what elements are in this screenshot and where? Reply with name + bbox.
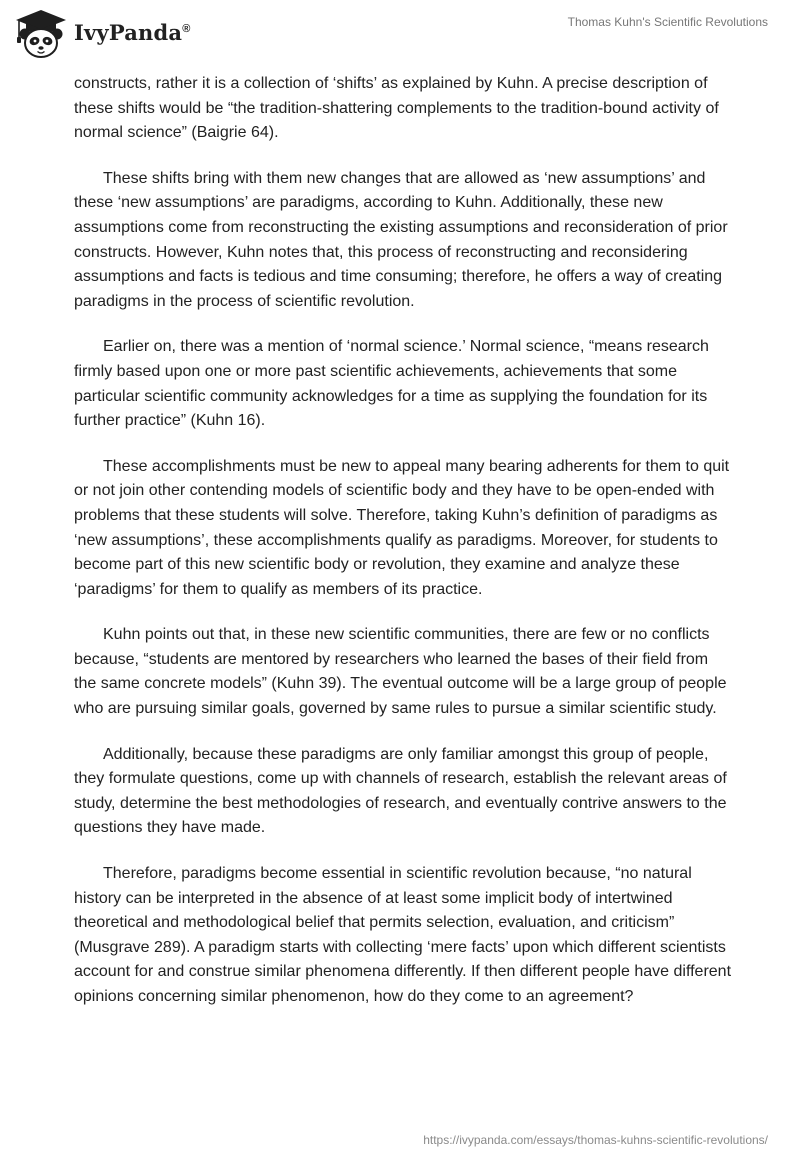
paragraph: Additionally, because these paradigms are only familiar amongst this group of people, they formulate questions, come up with channels of research, establish the relevant areas of study, determine the best methodologies of research, and eventually contrive answers to the questions they have made. <box>74 745 727 837</box>
source-url-link[interactable]: https://ivypanda.com/essays/thomas-kuhns-scientific-revolutions/ <box>423 1133 768 1147</box>
brand-name <box>74 20 191 45</box>
paragraph: Kuhn points out that, in these new scientific communities, there are few or no conflicts because, “students are mentored by researchers who learned the bases of their field from the same concrete models” (Kuhn 39). The eventual outcome will be a large group of people who are pursuing similar goals, governed by same rules to pursue a similar scientific study. <box>74 626 727 718</box>
paragraph: constructs, rather it is a collection of ‘shifts’ as explained by Kuhn. A precise description of these shifts would be “the tradition-shattering complements to the tradition-bound activity of normal science” (Baigrie 64). <box>74 75 719 142</box>
brand-logo[interactable] <box>14 8 191 60</box>
registered-mark: ® <box>182 22 191 35</box>
paragraph: Earlier on, there was a mention of ‘normal science.’ Normal science, “means research firmly based upon one or more past scientific achievements, achievements that some particular scientific community acknowledges for a time as supplying the foundation for its further practice” (Kuhn 16). <box>74 338 709 430</box>
brand-name-text: IvyPanda <box>74 19 183 45</box>
page-header <box>0 0 800 70</box>
essay-body <box>74 72 734 1031</box>
paragraph: Therefore, paradigms become essential in scientific revolution because, “no natural history can be interpreted in the absence of at least some implicit body of intertwined theoretical and methodological belief that permits selection, evaluation, and criticism” (Musgrave 289). A paradigm starts with collecting ‘mere facts’ upon which different scientists account for and construe similar phenomena differently. If then different people have different opinions concerning similar phenomenon, how do they come to an agreement? <box>74 865 732 1005</box>
document-title: Thomas Kuhn's Scientific Revolutions <box>567 15 768 29</box>
panda-graduation-cap-icon <box>14 8 68 60</box>
paragraph: These shifts bring with them new changes that are allowed as ‘new assumptions’ and these ‘new assumptions’ are paradigms, according to Kuhn. Additionally, these new assumptions come from reconstructing the existing assumptions and reconsideration of prior constructs. However, Kuhn notes that, this process of reconstructing and reconsidering assumptions and facts is tedious and time consuming; therefore, he offers a way of creating paradigms in the process of scientific revolution. <box>74 169 728 310</box>
paragraph: These accomplishments must be new to appeal many bearing adherents for them to quit or not join other contending models of scientific body and they have to be open-ended with problems that these students will solve. Therefore, taking Kuhn’s definition of paradigms as ‘new assumptions’, these accomplishments qualify as paradigms. Moreover, for students to become part of this new scientific body or revolution, they examine and analyze these ‘paradigms’ for them to qualify as members of its practice. <box>74 457 730 598</box>
